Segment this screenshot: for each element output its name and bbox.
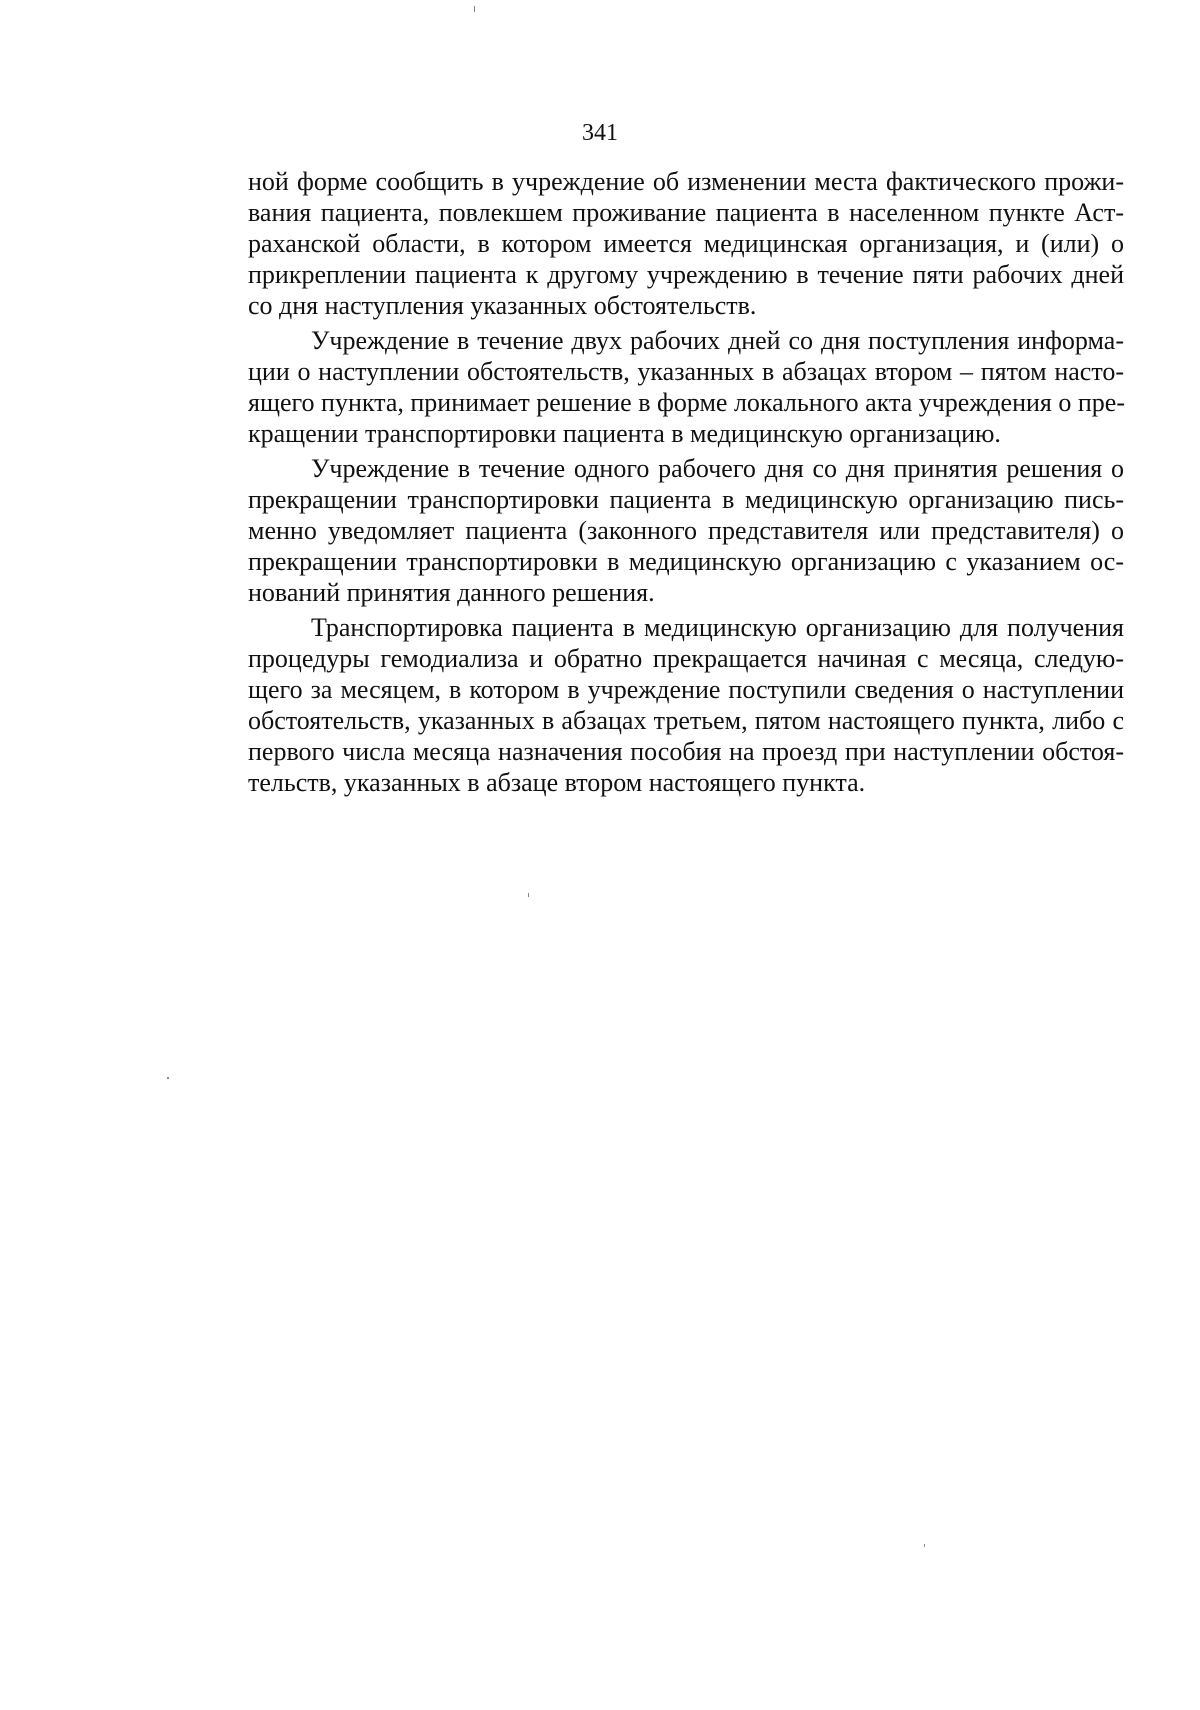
scan-speck bbox=[528, 893, 529, 897]
text-line: ции о наступлении обстоятельств, указанных в абзацах втором – пятом насто- bbox=[248, 357, 1124, 386]
text-line: Учреждение в течение двух рабочих дней со дня поступления информа- bbox=[311, 326, 1124, 355]
document-body bbox=[248, 166, 1124, 802]
text-line: тельств, указанных в абзаце втором настоящего пункта. bbox=[248, 768, 866, 797]
text-line: прекращении транспортировки в медицинскую организацию с указанием ос- bbox=[248, 547, 1124, 576]
text-line: прикреплении пациента к другому учреждению в течение пяти рабочих дней bbox=[248, 260, 1124, 289]
text-line: ящего пункта, принимает решение в форме локального акта учреждения о пре- bbox=[248, 388, 1125, 417]
scan-speck bbox=[474, 6, 475, 12]
scan-speck bbox=[167, 1077, 169, 1079]
text-line: кращении транспортировки пациента в медицинскую организацию. bbox=[248, 419, 1001, 448]
paragraph-1 bbox=[248, 166, 1124, 321]
paragraph-4 bbox=[248, 612, 1124, 798]
text-line: первого числа месяца назначения пособия на проезд при наступлении обстоя- bbox=[248, 737, 1124, 766]
text-line: нований принятия данного решения. bbox=[248, 578, 655, 607]
text-line: обстоятельств, указанных в абзацах третьем, пятом настоящего пункта, либо с bbox=[248, 706, 1124, 735]
text-line: со дня наступления указанных обстоятельств. bbox=[248, 291, 757, 320]
text-line: раханской области, в котором имеется медицинская организация, и (или) о bbox=[248, 229, 1124, 258]
text-line: ной форме сообщить в учреждение об изменении места фактического прожи- bbox=[248, 167, 1124, 196]
text-line: процедуры гемодиализа и обратно прекращается начиная с месяца, следую- bbox=[248, 644, 1124, 673]
page-number: 341 bbox=[582, 120, 618, 146]
text-line: менно уведомляет пациента (законного представителя или представителя) о bbox=[248, 516, 1124, 545]
text-line: прекращении транспортировки пациента в медицинскую организацию пись- bbox=[248, 485, 1124, 514]
scan-speck bbox=[924, 1544, 925, 1547]
text-line: щего за месяцем, в котором в учреждение поступили сведения о наступлении bbox=[248, 675, 1124, 704]
paragraph-3 bbox=[248, 453, 1124, 608]
text-line: вания пациента, повлекшем проживание пациента в населенном пункте Аст- bbox=[248, 198, 1124, 227]
text-line: Транспортировка пациента в медицинскую организацию для получения bbox=[311, 613, 1124, 642]
text-line: Учреждение в течение одного рабочего дня со дня принятия решения о bbox=[311, 454, 1124, 483]
paragraph-2 bbox=[248, 325, 1124, 449]
